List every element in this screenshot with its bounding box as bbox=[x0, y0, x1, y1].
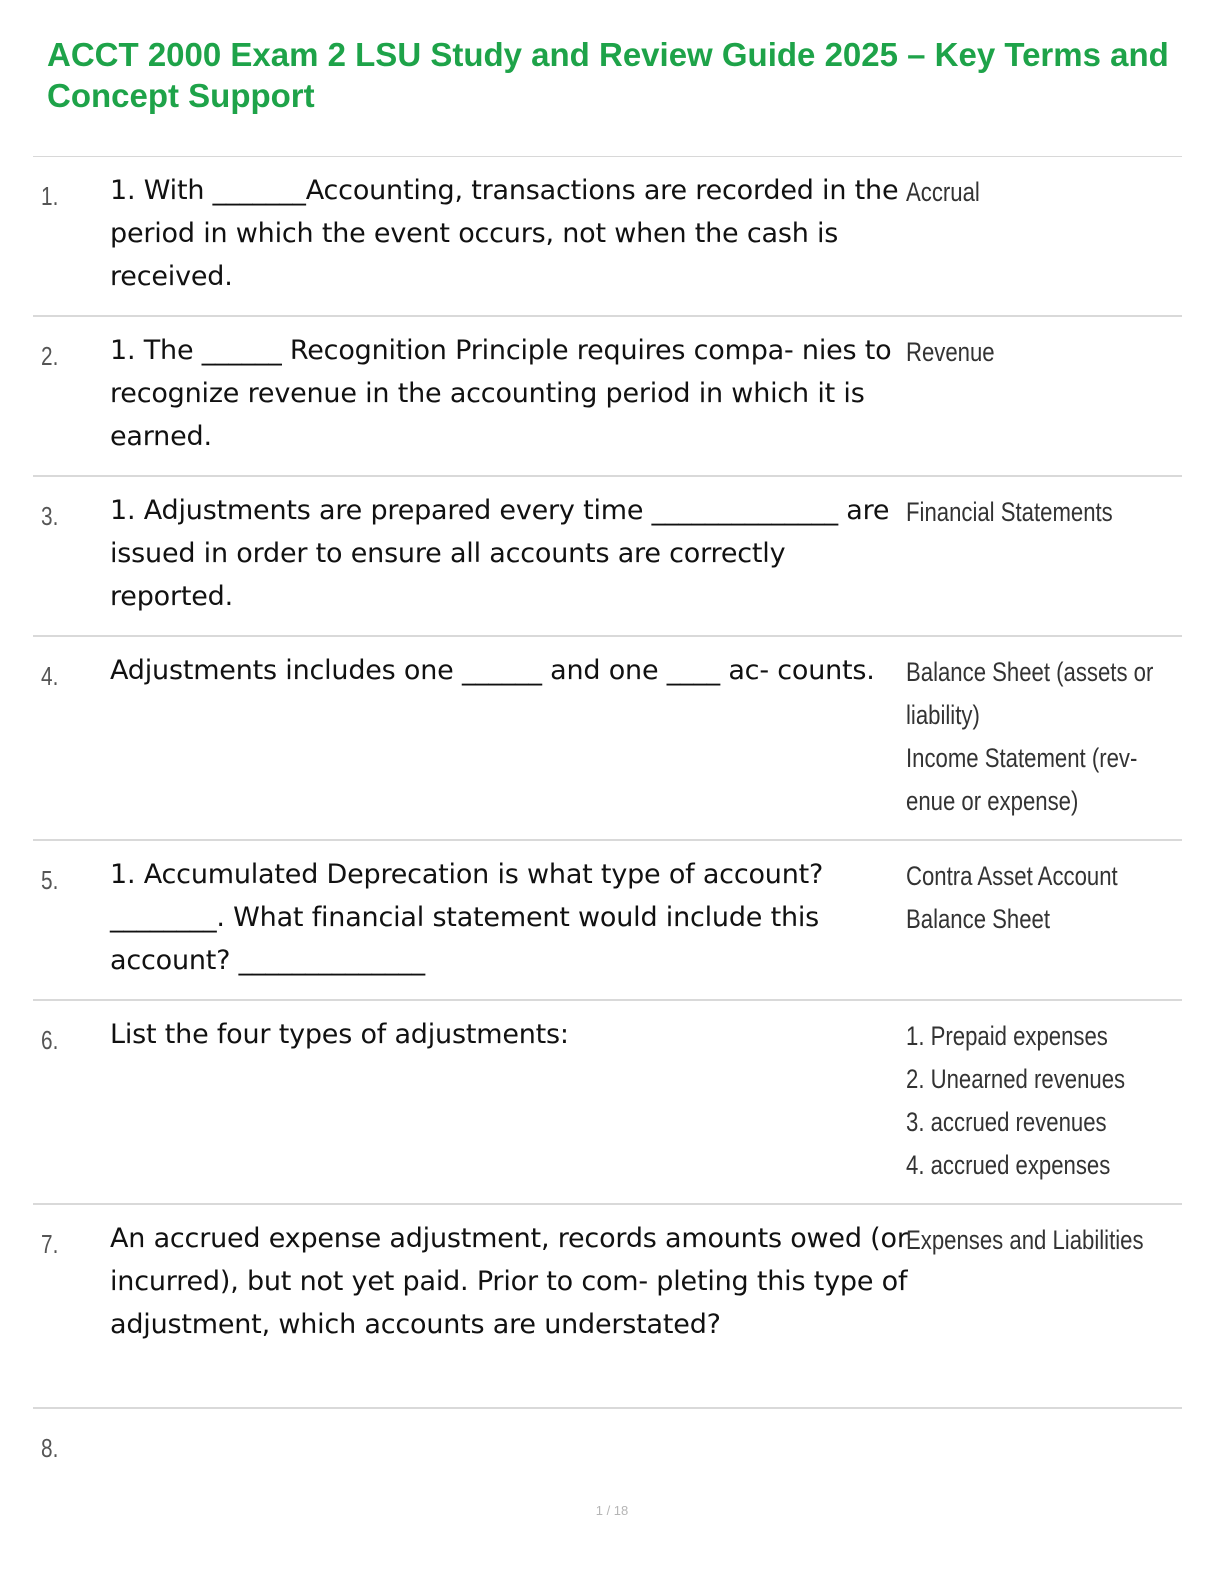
flashcard-row bbox=[33, 317, 1182, 477]
card-number: 2. bbox=[41, 341, 59, 371]
card-answer-line: Financial Statements bbox=[906, 497, 1113, 527]
card-answer bbox=[906, 1015, 1152, 1187]
card-question: List the four types of adjustments: bbox=[110, 1019, 569, 1050]
card-answer-line: 3. accrued revenues bbox=[906, 1107, 1107, 1137]
page-counter: 1 / 18 bbox=[595, 1503, 629, 1518]
flashcard-row bbox=[33, 157, 1182, 317]
card-number: 4. bbox=[41, 661, 59, 691]
flashcard-row bbox=[33, 637, 1182, 841]
card-answer bbox=[906, 1219, 1152, 1262]
card-answer bbox=[906, 651, 1152, 823]
card-number: 7. bbox=[41, 1229, 59, 1259]
card-answer-line: Revenue bbox=[906, 337, 995, 367]
flashcard-list bbox=[33, 156, 1182, 1479]
card-answer-line: Accrual bbox=[906, 177, 980, 207]
card-question: 1. Adjustments are prepared every time ______________ are issued in order to ensure all accounts are correctly reported. bbox=[110, 495, 890, 612]
card-number: 3. bbox=[41, 501, 59, 531]
flashcard-row bbox=[33, 1205, 1182, 1409]
flashcard-row bbox=[33, 841, 1182, 1001]
flashcard-row bbox=[33, 1001, 1182, 1205]
document-title: ACCT 2000 Exam 2 LSU Study and Review Guide 2025 – Key Terms and Concept Support bbox=[47, 36, 1169, 114]
card-answer-line: 2. Unearned revenues bbox=[906, 1064, 1126, 1094]
card-answer-line: liability) bbox=[906, 700, 980, 730]
card-answer bbox=[906, 331, 1152, 374]
card-number: 8. bbox=[41, 1433, 59, 1463]
card-question: An accrued expense adjustment, records amounts owed (or incurred), but not yet paid. Prior to com- pleting this type of adjustment, which accounts are understated? bbox=[110, 1223, 908, 1340]
card-answer-line: enue or expense) bbox=[906, 786, 1079, 816]
card-question: 1. With _______Accounting, transactions are recorded in the period in which the event occurs, not when the cash is received. bbox=[110, 175, 899, 292]
card-question: 1. The ______ Recognition Principle requires compa- nies to recognize revenue in the accounting period in which it is earned. bbox=[110, 335, 892, 452]
flashcard-row bbox=[33, 1409, 1182, 1479]
card-question: Adjustments includes one ______ and one ____ ac- counts. bbox=[110, 655, 875, 686]
card-number: 6. bbox=[41, 1025, 59, 1055]
card-answer-line: Expenses and Liabilities bbox=[906, 1225, 1144, 1255]
card-number: 1. bbox=[41, 181, 59, 211]
card-answer bbox=[906, 491, 1152, 534]
card-answer bbox=[906, 171, 1152, 214]
card-answer-line: 4. accrued expenses bbox=[906, 1150, 1111, 1180]
card-question: 1. Accumulated Deprecation is what type of account? ________. What financial statement would include this account? ______________ bbox=[110, 859, 824, 976]
card-answer-line: Income Statement (rev- bbox=[906, 743, 1138, 773]
card-answer-line: Contra Asset Account bbox=[906, 861, 1118, 891]
card-answer-line: Balance Sheet (assets or bbox=[906, 657, 1154, 687]
flashcard-row bbox=[33, 477, 1182, 637]
card-answer bbox=[906, 855, 1152, 941]
card-number: 5. bbox=[41, 865, 59, 895]
card-answer-line: Balance Sheet bbox=[906, 904, 1051, 934]
card-answer-line: 1. Prepaid expenses bbox=[906, 1021, 1108, 1051]
